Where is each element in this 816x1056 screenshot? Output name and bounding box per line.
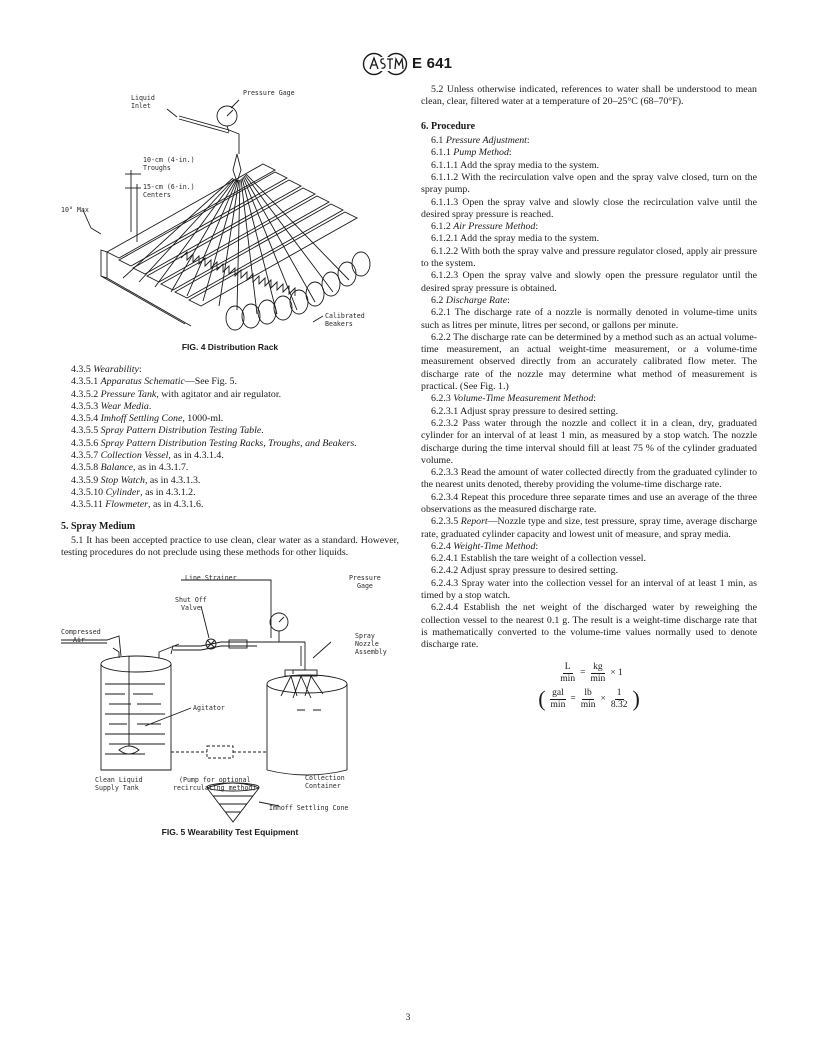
eq1-r-num: kg	[593, 661, 603, 672]
fig4-caption: FIG. 4 Distribution Rack	[181, 342, 279, 352]
item-6-1-2-1	[421, 233, 757, 245]
item-number: 6.2.3.5	[431, 516, 459, 528]
item-label: Pressure Tank	[100, 388, 157, 400]
fig5-label-supply-tank: Supply Tank	[95, 783, 139, 792]
item-text: , with agitator and air regulator.	[156, 388, 282, 400]
fig5-label-pressure: Pressure	[349, 573, 381, 582]
item-6-1	[421, 135, 757, 147]
item-number: 6.2	[431, 294, 444, 306]
item-number: 6.2.4.2	[431, 565, 459, 577]
item-label: Discharge Rate	[445, 294, 508, 306]
item-6-1-2-3	[421, 270, 757, 295]
eq1-op: × 1	[610, 668, 623, 679]
item-text: .	[261, 425, 264, 437]
item-6-1-2-2	[421, 246, 757, 271]
equation-litres	[421, 662, 757, 685]
fig4-label-inlet: Inlet	[131, 102, 151, 110]
fig5-label-container: Container	[305, 781, 341, 790]
item-number: 6.1.1.3	[431, 196, 459, 208]
item-text: .	[354, 437, 357, 449]
item-label: Pressure Adjustment	[445, 135, 527, 147]
item-4-3-5-11	[61, 499, 399, 511]
item-label: Report	[460, 516, 488, 528]
eq2-l-den: min	[550, 699, 566, 710]
fig5-label-agitator: Agitator	[193, 703, 225, 712]
item-number: 4.3.5.5	[71, 425, 99, 437]
item-number: 6.2.4.3	[431, 577, 459, 589]
item-6-2-3-2	[421, 418, 757, 467]
item-label: Flowmeter	[105, 499, 148, 511]
eq2-equals: =	[570, 694, 576, 705]
eq2-l-num: gal	[552, 687, 564, 698]
page-header	[0, 52, 816, 78]
fig5-label-imhoff: Imhoff Settling Cone	[269, 803, 349, 812]
fig4-distribution-rack-drawing	[61, 82, 399, 338]
fig5-label-compressed: Compressed	[61, 627, 101, 636]
item-text: Repeat this procedure three separate times and use an average of the three observations as the measured discharge rate.	[421, 491, 757, 515]
item-label: Imhoff Settling Cone	[100, 413, 183, 425]
fig5-label-spray: Spray	[355, 631, 375, 640]
item-number: 4.3.5.7	[71, 450, 99, 462]
fig5-wearability-test-equipment-drawing	[61, 574, 399, 824]
item-text: Open the spray valve and slowly open the pressure regulator until the desired spray pressure is obtained.	[421, 270, 757, 294]
fig4-label-max-angle: 10° Max	[61, 206, 89, 214]
item-text: :	[508, 147, 512, 159]
eq2-r-num: lb	[584, 687, 592, 698]
fig4-label-troughs: Troughs	[143, 164, 171, 172]
fig4-label-liquid: Liquid	[131, 94, 155, 102]
fig5-label-shut-off: Shut Off	[175, 595, 207, 604]
item-label: Cylinder	[105, 486, 141, 498]
equation-gallons	[421, 688, 757, 711]
fig5-label-pump-2: recirculating method)	[173, 783, 257, 792]
fig4-label-pressure-gage: Pressure Gage	[243, 89, 295, 97]
right-column	[421, 84, 757, 711]
item-number: 6.1.2.2	[431, 245, 459, 257]
item-6-2-4-2	[421, 565, 757, 577]
section-6-heading: 6. Procedure	[421, 120, 476, 132]
fig4-label-calibrated: Calibrated	[325, 312, 365, 320]
item-text: :	[593, 393, 597, 405]
item-4-3-5-4	[61, 413, 399, 425]
eq2-c-den: 8.32	[610, 699, 628, 710]
item-6-2-2	[421, 332, 757, 393]
item-text: .	[148, 400, 152, 412]
item-label: Collection Vessel	[100, 450, 169, 462]
fig4-label-centers-size: 15-cm (6-in.)	[143, 183, 195, 191]
standard-designation: E 641	[412, 55, 453, 72]
eq2-op: ×	[600, 694, 606, 705]
item-6-2-3-4	[421, 492, 757, 517]
item-text: , as in 4.3.1.2.	[140, 486, 196, 498]
item-text: The discharge rate can be determined by a method such as an actual volume-time measurement, an actual weight-time measurement, or a volume-time measurement observed directly from an accurately calibrated flow meter. The discharge rate of the nozzle may determine what method of measurement is practical. (See Fig. 1.)	[421, 331, 757, 393]
item-text: :	[138, 364, 142, 375]
item-text: , 1000-ml.	[182, 413, 224, 425]
item-number: 6.2.3	[431, 393, 451, 405]
item-label: Pump Method	[453, 147, 509, 159]
fig5-label-pump-1: (Pump for optional	[179, 775, 251, 784]
item-text: , as in 4.3.1.4.	[168, 450, 224, 462]
item-number: 6.2.3.1	[431, 405, 459, 417]
astm-logo-icon	[362, 52, 408, 76]
item-text: :	[507, 294, 510, 306]
item-number: 4.3.5.10	[71, 486, 104, 498]
fig5-label-nozzle: Nozzle	[355, 639, 379, 648]
item-6-2-3-1	[421, 406, 757, 418]
section-5-2-paragraph: 5.2 Unless otherwise indicated, references to water shall be understood to mean clean, clear, filtered water at a temperature of 20–25°C (68–70°F).	[421, 84, 757, 108]
fig4-label-troughs-size: 10-cm (4-in.)	[143, 156, 195, 164]
item-6-2-4-4	[421, 602, 757, 651]
fig5-label-collection: Collection	[305, 773, 345, 782]
fig5-label-gage: Gage	[357, 581, 373, 590]
eq2-c-num: 1	[616, 687, 622, 698]
item-number: 6.1.2	[431, 221, 451, 233]
eq2-r-den: min	[580, 699, 596, 710]
item-number: 6.1.2.3	[431, 270, 459, 282]
item-text: :	[535, 221, 539, 233]
item-label: Weight-Time Method	[453, 540, 536, 552]
item-6-2-1	[421, 307, 757, 332]
item-4-3-5-6	[61, 438, 399, 450]
item-label: Stop Watch	[100, 474, 145, 486]
item-6-2	[421, 295, 757, 307]
item-number: 4.3.5.4	[71, 413, 99, 425]
conversion-equations	[421, 662, 757, 711]
item-number: 4.3.5.3	[71, 400, 99, 412]
item-4-3-5-10	[61, 487, 399, 499]
fig4-label-centers: Centers	[143, 191, 171, 199]
item-4-3-5-7	[61, 450, 399, 462]
item-number: 4.3.5.8	[71, 462, 99, 474]
item-text: Read the amount of water collected directly from the graduated cylinder to the nearest units denoted, thereby providing the volume-time discharge rate.	[421, 467, 758, 491]
item-number: 4.3.5.1	[71, 376, 99, 388]
item-text: :	[535, 540, 539, 552]
item-label: Wearability	[93, 364, 139, 375]
item-text: —See Fig. 5.	[184, 376, 237, 388]
item-6-1-1	[421, 147, 757, 159]
item-number: 6.2.3.4	[431, 491, 459, 503]
item-text: , as in 4.3.1.6.	[148, 499, 204, 511]
item-text: Spray water into the collection vessel for an interval of at least 1 min, as timed by a stop watch.	[421, 577, 758, 602]
item-6-2-4-3	[421, 578, 757, 603]
item-text: With both the spray valve and pressure regulator closed, apply air pressure to the system.	[421, 245, 757, 270]
item-text: , as in 4.3.1.3.	[144, 474, 201, 486]
item-label: Air Pressure Method	[453, 221, 536, 233]
eq1-l-den: min	[560, 673, 576, 684]
item-number: 6.1.1	[431, 147, 451, 159]
eq1-l-num: L	[564, 661, 571, 672]
item-text: Add the spray media to the system.	[460, 159, 600, 171]
item-label: Wear Media	[100, 400, 149, 412]
item-label: Apparatus Schematic	[100, 376, 185, 388]
section-6-list	[421, 135, 757, 651]
item-text: , as in 4.3.1.7.	[132, 462, 189, 474]
item-label: Spray Pattern Distribution Testing Racks, Troughs, and Beakers	[100, 437, 355, 449]
fig5-label-valve: Valve	[181, 603, 201, 612]
item-number: 4.3.5.2	[71, 388, 99, 400]
item-4-3-5-1	[61, 376, 399, 388]
item-number: 4.3.5.9	[71, 474, 99, 486]
item-6-2-4-1	[421, 553, 757, 565]
item-6-1-1-3	[421, 197, 757, 222]
item-text: :	[526, 135, 530, 147]
eq1-equals: =	[580, 668, 586, 679]
item-6-1-1-1	[421, 160, 757, 172]
fig5-label-clean-liquid: Clean Liquid	[95, 775, 143, 784]
item-text: Adjust spray pressure to desired setting.	[460, 405, 619, 417]
fig5-label-line-strainer: Line Strainer	[185, 573, 237, 582]
item-text: Add the spray media to the system.	[460, 233, 600, 245]
item-6-1-2	[421, 221, 757, 233]
item-number: 6.1.1.1	[431, 159, 459, 171]
item-4-3-5	[61, 364, 399, 376]
item-text: With the recirculation valve open and the spray valve closed, turn on the spray pump.	[421, 171, 757, 196]
item-number: 4.3.5.11	[71, 499, 103, 511]
item-text: Open the spray valve and slowly close the recirculation valve until the desired spray pressure is reached.	[421, 196, 758, 220]
item-6-1-1-2	[421, 172, 757, 197]
item-label: Spray Pattern Distribution Testing Table	[100, 425, 262, 437]
eq2-lparen: (	[538, 686, 546, 712]
item-number: 6.2.3.3	[431, 467, 459, 479]
item-text: Adjust spray pressure to desired setting.	[460, 565, 619, 577]
fig4-label-beakers: Beakers	[325, 320, 353, 328]
item-text: Pass water through the nozzle and collect it in a clean, dry, graduated cylinder for an interval of at least 1 min, as measured by a stop watch. The nozzle discharge during the time interval should fill at least 75 % of the cylinder graduated volume.	[421, 417, 757, 466]
page-number: 3	[405, 1013, 411, 1023]
item-number: 6.2.1	[431, 307, 451, 319]
item-number: 6.2.4	[431, 540, 451, 552]
item-6-2-3-3	[421, 467, 757, 492]
item-number: 6.2.2	[431, 331, 451, 343]
item-text: —Nozzle type and size, test pressure, spray time, average discharge rate, graduated cylinder capacity and lowest unit of measure, and spray media.	[421, 516, 757, 540]
section-5-heading: 5. Spray Medium	[61, 520, 136, 532]
section-4-3-5-list	[61, 364, 399, 512]
item-number: 6.2.4.1	[431, 553, 459, 565]
item-number: 6.1.2.1	[431, 233, 459, 245]
item-label: Balance	[100, 462, 133, 474]
item-number: 6.2.3.2	[431, 417, 459, 429]
item-4-3-5-9	[61, 475, 399, 487]
left-column	[61, 82, 399, 837]
item-4-3-5-5	[61, 425, 399, 437]
fig5-caption: FIG. 5 Wearability Test Equipment	[161, 826, 299, 837]
item-text: Establish the tare weight of a collection vessel.	[460, 553, 646, 565]
eq2-rparen: )	[632, 686, 640, 712]
item-4-3-5-3	[61, 401, 399, 413]
item-text: The discharge rate of a nozzle is normally denoted in volume-time units such as litres per minute, litres per second, or gallons per minute.	[421, 307, 757, 331]
item-number: 6.1	[431, 135, 444, 147]
item-6-2-3	[421, 393, 757, 405]
item-number: 4.3.5	[71, 364, 91, 375]
item-text: Establish the net weight of the discharged water by reweighing the collection vessel to the nearest 0.1 g. The result is a weight-time discharge rate that is mathematically converted to the volume-time values normally used to denote discharge rate.	[421, 602, 758, 651]
item-number: 4.3.5.6	[71, 437, 99, 449]
item-6-2-4	[421, 541, 757, 553]
fig5-label-air: Air	[73, 635, 85, 644]
item-4-3-5-8	[61, 462, 399, 474]
item-number: 6.2.4.4	[431, 602, 459, 614]
item-label: Volume-Time Measurement Method	[453, 393, 594, 405]
fig5-label-assembly: Assembly	[355, 647, 387, 656]
eq1-r-den: min	[590, 673, 606, 684]
item-6-2-3-5	[421, 516, 757, 541]
item-number: 6.1.1.2	[431, 171, 459, 183]
item-4-3-5-2	[61, 389, 399, 401]
section-5-1-paragraph: 5.1 It has been accepted practice to use clean, clear water as a standard. However, testing procedures do not preclude using these methods for other liquids.	[61, 535, 399, 559]
